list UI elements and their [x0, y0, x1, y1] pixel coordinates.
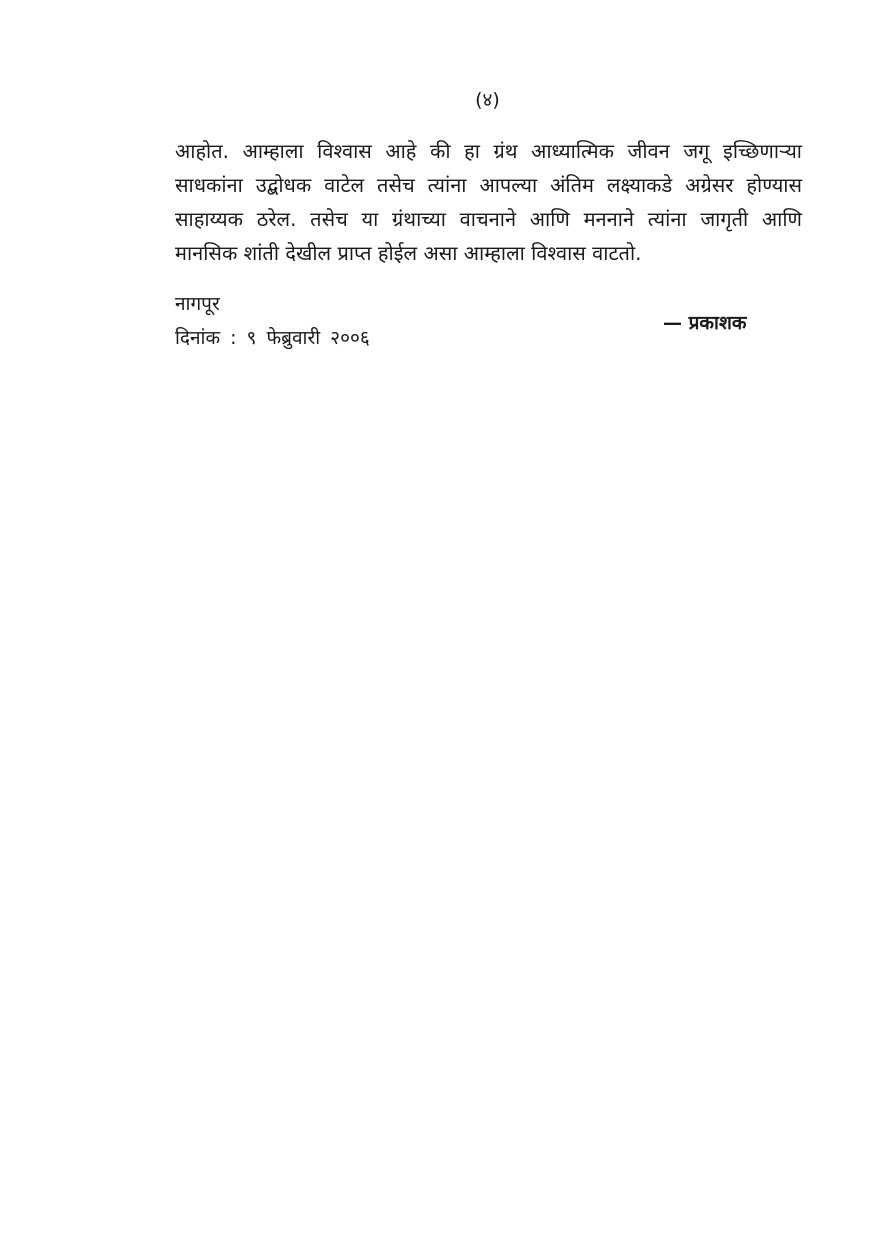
paragraph-line: मानसिक शांती देखील प्राप्त होईल असा आम्हाला विश्वास वाटतो.	[175, 241, 642, 265]
paragraph-line: आहोत. आम्हाला विश्वास आहे की हा ग्रंथ आध्यात्मिक जीवन जगू इच्छिणाऱ्या	[175, 139, 802, 163]
place-text: नागपूर	[175, 293, 220, 315]
paragraph-line: साधकांना उद्बोधक वाटेल तसेच त्यांना आपल्या अंतिम लक्ष्याकडे अग्रेसर होण्यास	[175, 173, 802, 197]
page-number: (४)	[475, 89, 500, 111]
preface-paragraph	[175, 134, 802, 270]
date-text: दिनांक : ९ फेब्रुवारी २००६	[175, 327, 370, 349]
publisher-signature: — प्रकाशक	[663, 312, 747, 334]
paragraph-line: साहाय्यक ठरेल. तसेच या ग्रंथाच्या वाचनाने आणि मननाने त्यांना जागृती आणि	[175, 207, 802, 231]
